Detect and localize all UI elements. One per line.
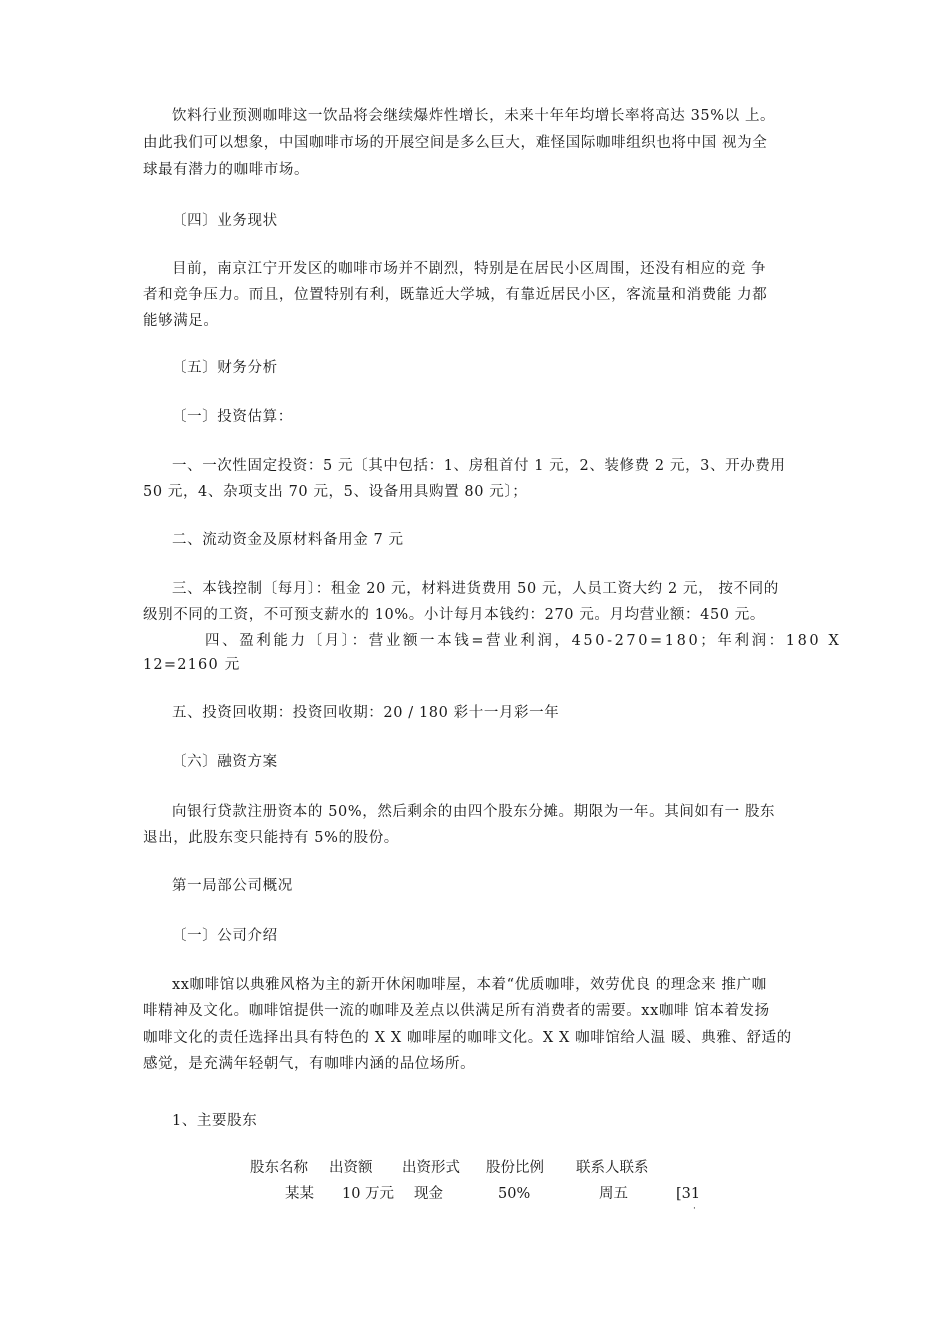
heading-business-status: 〔四〕业务现状 — [172, 213, 278, 229]
heading-main-shareholders: 1、主要股东 — [172, 1113, 258, 1129]
paragraph-profitability-line-1: 四、盈利能力〔月〕：营业额一本钱=营业利润，450-270=180；年利润：180 X — [205, 633, 842, 649]
paragraph-payback-period: 五、投资回收期：投资回收期：20 / 180 彩十一月彩一年 — [172, 705, 560, 721]
paragraph-forecast-line-3: 球最有潜力的咖啡市场。 — [143, 162, 310, 178]
shareholder-table-header — [0, 1158, 950, 1182]
cell-contribution-form: 现金 — [414, 1186, 443, 1202]
truncation-mark: · — [693, 1204, 696, 1214]
paragraph-working-capital: 二、流动资金及原材料备用金 7 元 — [172, 532, 404, 548]
cell-contribution-amount: 10 万元 — [342, 1186, 395, 1202]
heading-investment-estimate: 〔一〕投资估算： — [172, 409, 293, 425]
paragraph-intro-line-1: xx咖啡馆以典雅风格为主的新开休闲咖啡屋，本着“优质咖啡，效劳优良 的理念来 推广咖 — [172, 977, 767, 993]
paragraph-business-line-3: 能够满足。 — [143, 313, 219, 329]
paragraph-financing-line-2: 退出，此股东变只能持有 5%的股份。 — [143, 830, 399, 846]
paragraph-intro-line-2: 啡精神及文化。咖啡馆提供一流的咖啡及差点以供满足所有消费者的需要。xx咖啡 馆本着发扬 — [143, 1003, 770, 1019]
paragraph-business-line-1: 目前，南京江宁开发区的咖啡市场并不剧烈，特别是在居民小区周围，还没有相应的竞 争 — [172, 261, 767, 277]
heading-company-overview: 第一局部公司概况 — [172, 878, 293, 894]
shareholder-table-row — [0, 1184, 950, 1208]
header-contribution-form: 出资形式 — [402, 1160, 460, 1176]
heading-company-intro: 〔一〕公司介绍 — [172, 928, 278, 944]
header-share-ratio: 股份比例 — [486, 1160, 544, 1176]
paragraph-intro-line-3: 咖啡文化的责任选择出具有特色的 X X 咖啡屋的咖啡文化。X X 咖啡馆给人温 暖、典雅、舒适的 — [143, 1030, 792, 1046]
header-shareholder-name: 股东名称 — [250, 1160, 308, 1176]
paragraph-fixed-investment-line-2: 50 元，4、杂项支出 70 元，5、设备用具购置 80 元〕； — [143, 484, 528, 500]
paragraph-fixed-investment-line-1: 一、一次性固定投资：5 元〔其中包括：1、房租首付 1 元，2、装修费 2 元，3、开办费用 — [172, 458, 786, 474]
paragraph-cost-control-line-1: 三、本钱控制〔每月〕：租金 20 元，材料进货费用 50 元，人员工资大约 2 元， 按不同的 — [172, 581, 779, 597]
paragraph-financing-line-1: 向银行贷款注册资本的 50%，然后剩余的由四个股东分摊。期限为一年。其间如有一 股东 — [172, 804, 776, 820]
cell-contact-person: 周五 — [599, 1186, 628, 1202]
cell-share-ratio: 50% — [498, 1186, 531, 1202]
cell-shareholder-name: 某某 — [285, 1186, 314, 1202]
header-contact: 联系人联系 — [576, 1160, 649, 1176]
paragraph-cost-control-line-2: 级别不同的工资，不可预支薪水的 10%。小计每月本钱约：270 元。月均营业额：450 元。 — [143, 607, 766, 623]
paragraph-intro-line-4: 感觉，是充满年轻朝气，有咖啡内涵的品位场所。 — [143, 1056, 476, 1072]
heading-financial-analysis: 〔五〕财务分析 — [172, 360, 278, 376]
header-contribution-amount: 出资额 — [329, 1160, 373, 1176]
paragraph-forecast-line-2: 由此我们可以想象，中国咖啡市场的开展空间是多么巨大，难怪国际咖啡组织也将中国 视为全 — [143, 135, 768, 151]
paragraph-business-line-2: 者和竞争压力。而且，位置特别有利，既靠近大学城，有靠近居民小区，客流量和消费能 力都 — [143, 287, 768, 303]
paragraph-profitability-line-2: 12=2160 元 — [143, 657, 241, 673]
paragraph-forecast-line-1: 饮料行业预测咖啡这一饮品将会继续爆炸性增长，未来十年年均增长率将高达 35%以 上。 — [172, 108, 776, 124]
heading-financing-plan: 〔六〕融资方案 — [172, 754, 278, 770]
cell-contact-number: [31 — [676, 1186, 701, 1202]
